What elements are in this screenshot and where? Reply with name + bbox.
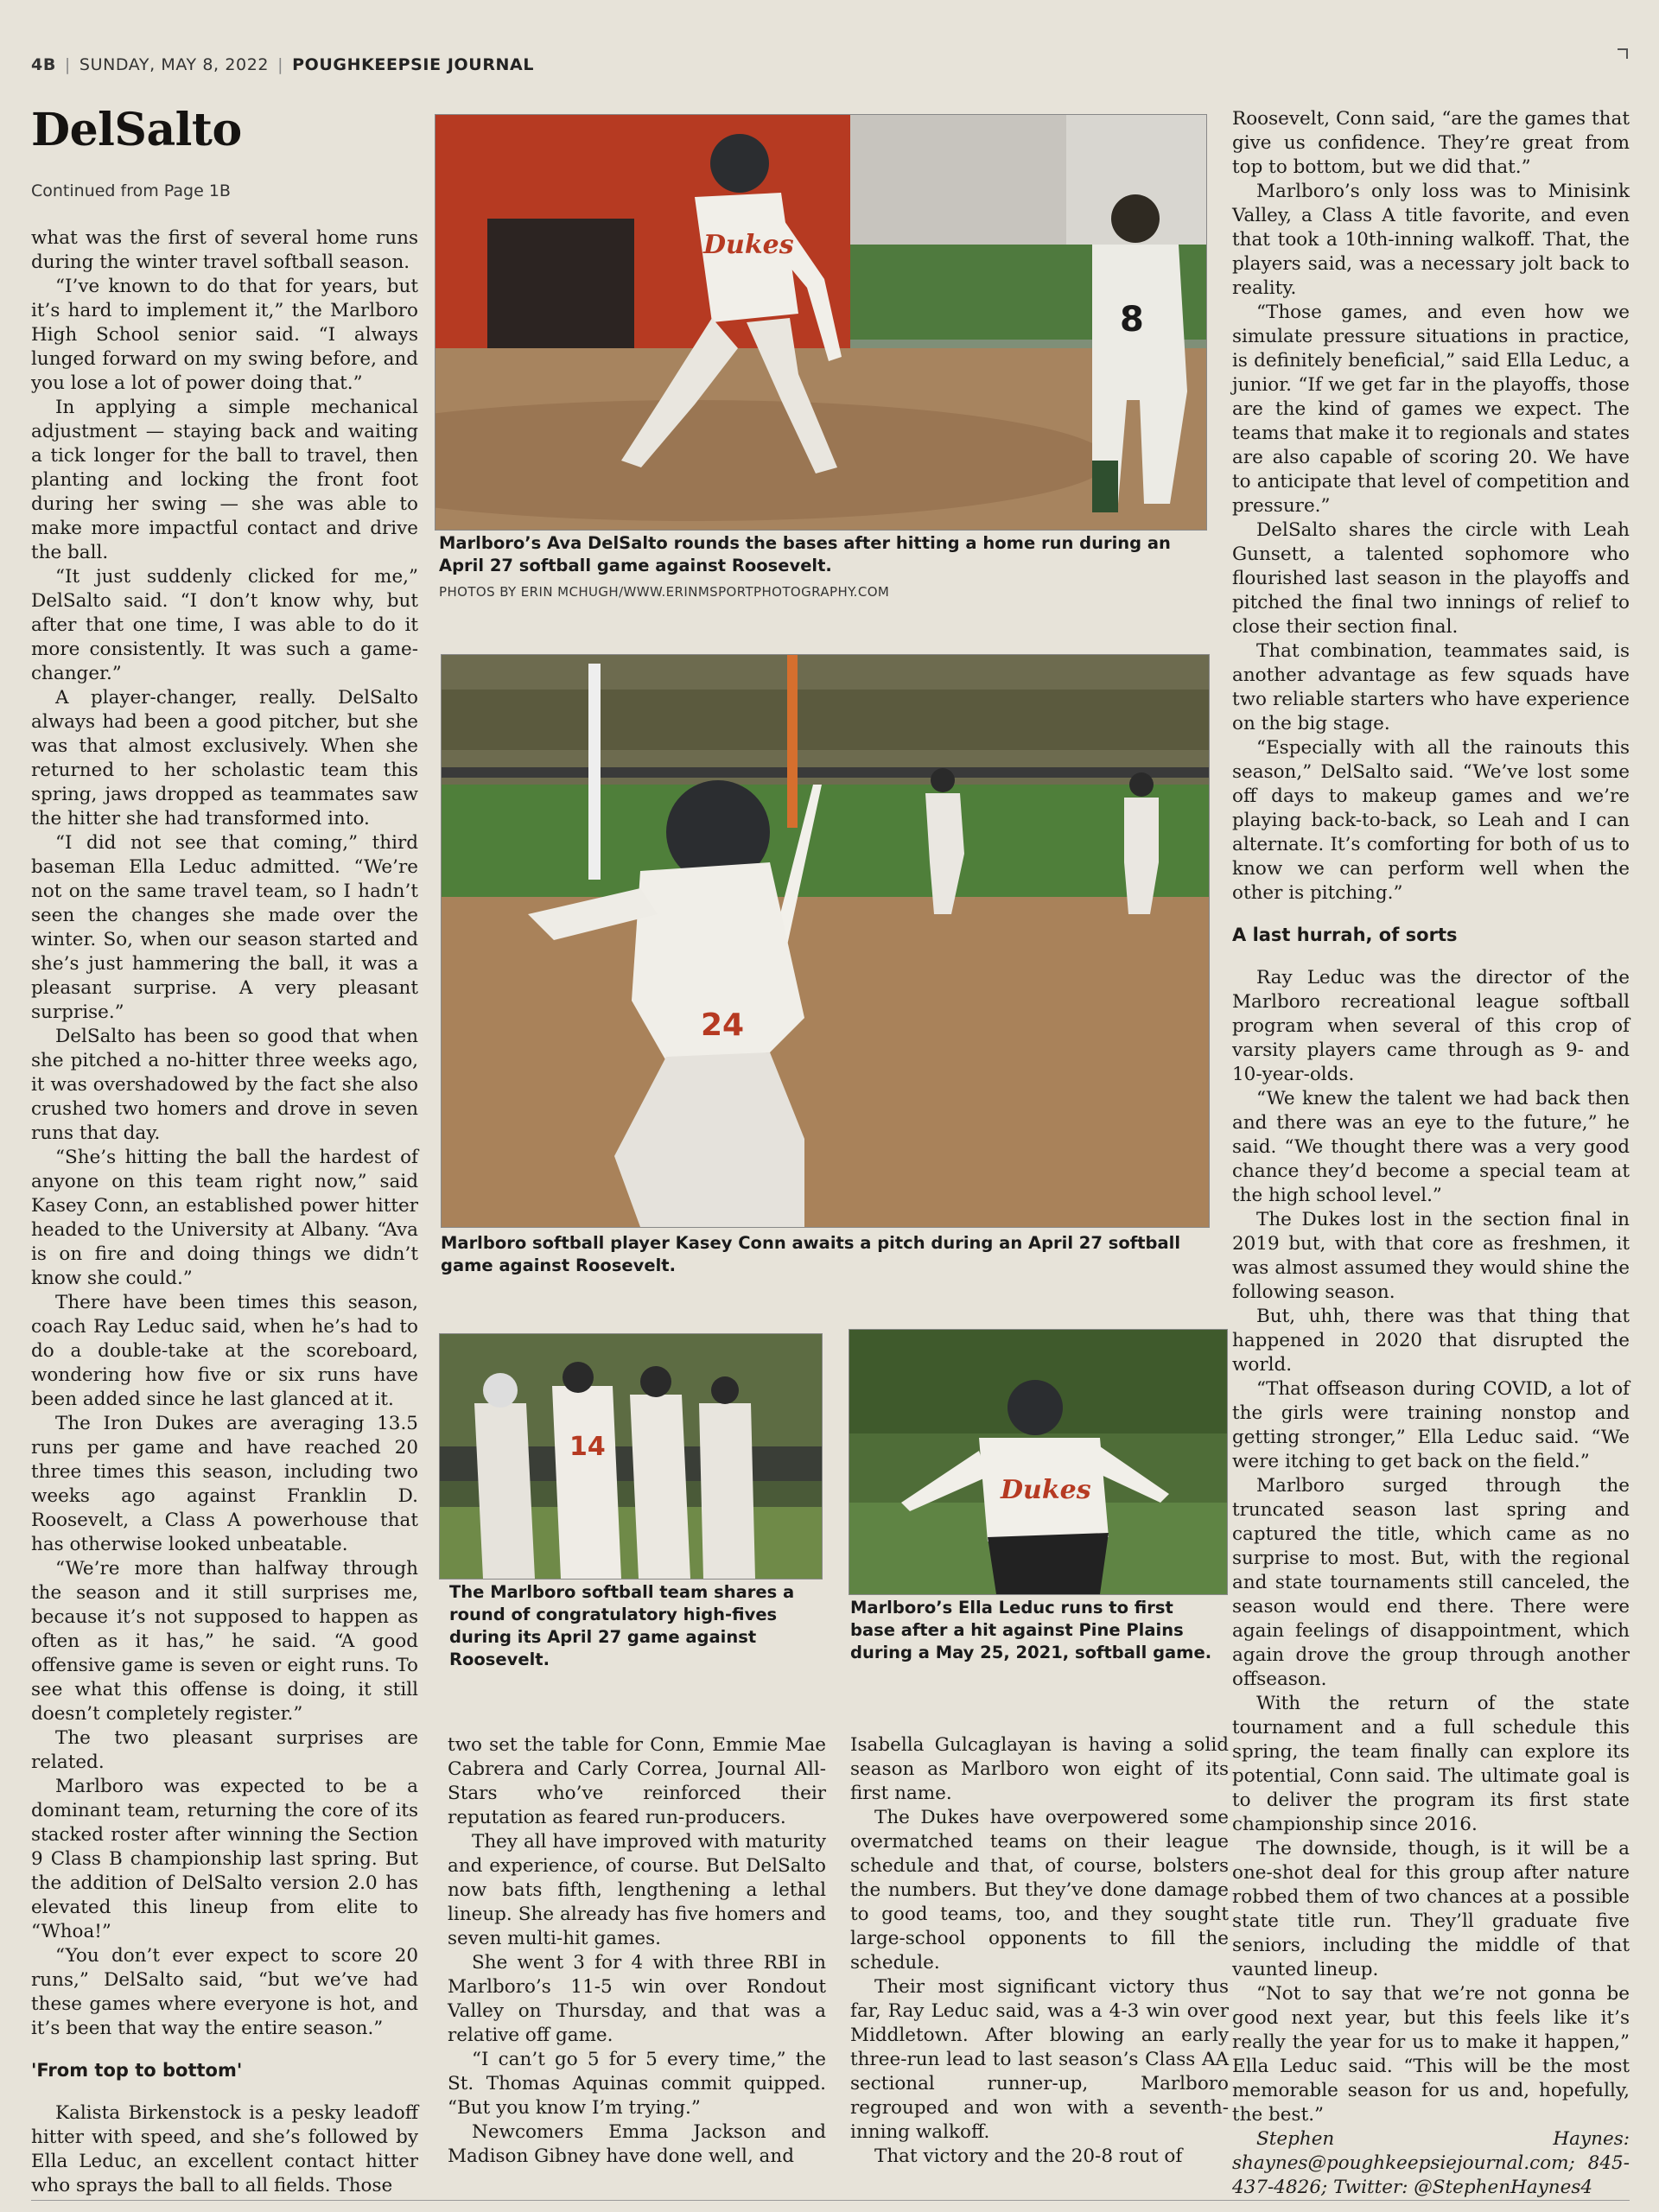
- paragraph: Newcomers Emma Jackson and Madison Gibney have done well, and: [448, 2121, 826, 2167]
- page-header: 4B | SUNDAY, MAY 8, 2022 | POUGHKEEPSIE JOURNAL: [31, 55, 535, 74]
- paragraph: With the return of the state tournament and a full schedule this spring, the team finally can explore its potential, Conn said. The ultimate goal is to deliver the program its first state championship since 2016.: [1232, 1693, 1630, 1835]
- paragraph: DelSalto has been so good that when she pitched a no-hitter three weeks ago, it was overshadowed by the fact she also crushed two homers and drove in seven runs that day.: [31, 1026, 418, 1144]
- photo-conn-batting: [441, 654, 1210, 1228]
- column-1: [31, 226, 418, 2198]
- paragraph: There have been times this season, coach Ray Leduc said, when he’s had to do a double-take at the scoreboard, wondering how five or six runs have been added since he last glanced at it.: [31, 1292, 418, 1410]
- paragraph: “It just suddenly clicked for me,” DelSalto said. “I don’t know why, but after that one time, I was able to do it more consistently. It was such a game-changer.”: [31, 566, 418, 684]
- corner-mark: [1618, 48, 1628, 59]
- paragraph: But, uhh, there was that thing that happened in 2020 that disrupted the world.: [1232, 1306, 1630, 1376]
- paragraph: “We knew the talent we had back then and there was an eye to the future,” he said. “We thought there was a very good chance they’d become a special team at the high school level.”: [1232, 1088, 1630, 1206]
- paragraph: “I can’t go 5 for 5 every time,” the St. Thomas Aquinas commit quipped. “But you know I’m trying.”: [448, 2049, 826, 2119]
- paragraph: “Especially with all the rainouts this season,” DelSalto said. “We’ve lost some off days to makeup games and we’re playing back-to-back, so Leah and I can alternate. It’s comforting for both of us to know we can perform well when the other is pitching.”: [1232, 737, 1630, 904]
- paragraph: A player-changer, really. DelSalto always had been a good pitcher, but she was that almost exclusively. When she returned to her scholastic team this spring, jaws dropped as teammates saw the hitter she had transformed into.: [31, 687, 418, 830]
- paragraph: That combination, teammates said, is another advantage as few squads have two reliable starters who have experience on the big stage.: [1232, 640, 1630, 734]
- svg-text:Dukes: Dukes: [1001, 1475, 1091, 1505]
- svg-text:14: 14: [569, 1432, 606, 1462]
- column-4: [1232, 107, 1630, 2200]
- photo-delsalto-rounding-bases: [435, 114, 1207, 531]
- paragraph: Isabella Gulcaglayan is having a solid season as Marlboro won eight of its first name.: [850, 1734, 1229, 1804]
- paragraph: She went 3 for 4 with three RBI in Marlboro’s 11-5 win over Rondout Valley on Thursday, and that was a relative off game.: [448, 1952, 826, 2046]
- subhead-from-top-to-bottom: 'From top to bottom': [31, 2060, 243, 2081]
- paragraph: The Iron Dukes are averaging 13.5 runs per game and have reached 20 three times this season, including two weeks ago against Franklin D. Roosevelt, a Class A powerhouse that has otherwise looked unbeatable.: [31, 1413, 418, 1555]
- column-3: [850, 1733, 1229, 2169]
- paragraph: “You don’t ever expect to score 20 runs,” DelSalto said, “but we’ve had these games where everyone is hot, and it’s been that way the entire season.”: [31, 1945, 418, 2039]
- column-2: [448, 1733, 826, 2169]
- caption-photo-1: Marlboro’s Ava DelSalto rounds the bases after hitting a home run during an April 27 softball game against Roosevelt.: [439, 533, 1171, 575]
- photo-leduc-running: [849, 1329, 1228, 1595]
- author-byline: Stephen Haynes: shaynes@poughkeepsiejournal.com; 845-437-4826; Twitter: @StephenHaynes4: [1232, 2128, 1630, 2198]
- paragraph: Roosevelt, Conn said, “are the games that give us confidence. They’re great from top to bottom, but we did that.”: [1232, 108, 1630, 178]
- photo-credit: PHOTOS BY ERIN MCHUGH/WWW.ERINMSPORTPHOTOGRAPHY.COM: [439, 584, 890, 600]
- subhead-last-hurrah: A last hurrah, of sorts: [1232, 925, 1458, 945]
- page-number: 4B: [31, 55, 56, 74]
- paragraph: two set the table for Conn, Emmie Mae Cabrera and Carly Correa, Journal All-Stars who’ve reinforced their reputation as feared run-producers.: [448, 1734, 826, 1828]
- paragraph: Marlboro was expected to be a dominant team, returning the core of its stacked roster after winning the Section 9 Class B championship last spring. But the addition of DelSalto version 2.0 has elevated this lineup from elite to “Whoa!”: [31, 1776, 418, 1942]
- bottom-rule: [31, 2200, 1630, 2201]
- publication-name: POUGHKEEPSIE JOURNAL: [292, 55, 535, 74]
- caption-photo-3: The Marlboro softball team shares a round of congratulatory high-fives during its April 27 game against Roosevelt.: [449, 1582, 795, 1669]
- paragraph: Marlboro surged through the truncated season last spring and captured the title, which came as no surprise to most. But, with the regional and state tournaments still canceled, the season would end there. There were again feelings of disappointment, which again drove the group through another offseason.: [1232, 1475, 1630, 1690]
- story-title: DelSalto: [31, 104, 242, 156]
- paragraph: “I’ve known to do that for years, but it’s hard to implement it,” the Marlboro High School senior said. “I always lunged forward on my swing before, and you lose a lot of power doing that.”: [31, 276, 418, 394]
- paragraph: The downside, though, is it will be a one-shot deal for this group after nature robbed them of two chances at a possible state title run. They’ll graduate five seniors, including the middle of that vaunted lineup.: [1232, 1838, 1630, 1980]
- svg-text:24: 24: [701, 1007, 745, 1043]
- paragraph: That victory and the 20-8 rout of: [874, 2145, 1183, 2167]
- paragraph: what was the first of several home runs during the winter travel softball season.: [31, 227, 418, 273]
- paragraph: Kalista Birkenstock is a pesky leadoff hitter with speed, and she’s followed by Ella Leduc, an excellent contact hitter who sprays the ball to all fields. Those: [31, 2102, 418, 2196]
- paragraph: “That offseason during COVID, a lot of the girls were training nonstop and getting stronger,” Ella Leduc said. “We were itching to get back on the field.”: [1232, 1378, 1630, 1472]
- continued-from: Continued from Page 1B: [31, 181, 231, 200]
- issue-date: SUNDAY, MAY 8, 2022: [79, 55, 270, 74]
- paragraph: “Those games, and even how we simulate pressure situations in practice, is definitely beneficial,” said Ella Leduc, a junior. “If we get far in the playoffs, those are the kind of games we expect. The teams that make it to regionals and states are also capable of scoring 20. We have to anticipate that level of competition and pressure.”: [1232, 302, 1630, 517]
- paragraph: DelSalto shares the circle with Leah Gunsett, a talented sophomore who flourished last season in the playoffs and pitched the final two innings of relief to close their section final.: [1232, 519, 1630, 638]
- paragraph: Ray Leduc was the director of the Marlboro recreational league softball program when several of this crop of varsity players came through as 9- and 10-year-olds.: [1232, 967, 1630, 1085]
- caption-photo-4: Marlboro’s Ella Leduc runs to first base after a hit against Pine Plains during a May 25, 2021, softball game.: [850, 1598, 1212, 1662]
- paragraph: Marlboro’s only loss was to Minisink Valley, a Class A title favorite, and even that took a 10th-inning walkoff. That, the players said, was a necessary jolt back to reality.: [1232, 181, 1630, 299]
- paragraph: The Dukes lost in the section final in 2019 but, with that core as freshmen, it was almost assumed they would shine the following season.: [1232, 1209, 1630, 1303]
- paragraph: “She’s hitting the ball the hardest of anyone on this team right now,” said Kasey Conn, an established power hitter headed to the University at Albany. “Ava is on fire and doing things we didn’t know she could.”: [31, 1147, 418, 1289]
- paragraph: “We’re more than halfway through the season and it still surprises me, because it’s not supposed to happen as often as it has,” he said. “A good offensive game is seven or eight runs. To see what this offense is doing, it still doesn’t completely register.”: [31, 1558, 418, 1725]
- svg-text:8: 8: [1120, 300, 1144, 340]
- paragraph: Their most significant victory thus far, Ray Leduc said, was a 4-3 win over Middletown. After blowing an early three-run lead to last season’s Class AA sectional runner-up, Marlboro regrouped and won with a seventh-inning walkoff.: [850, 1976, 1229, 2143]
- svg-text:Dukes: Dukes: [703, 230, 794, 260]
- paragraph: The two pleasant surprises are related.: [31, 1727, 418, 1773]
- caption-photo-2: Marlboro softball player Kasey Conn awaits a pitch during an April 27 softball game against Roosevelt.: [441, 1233, 1181, 1275]
- paragraph: “Not to say that we’re not gonna be good next year, but this feels like it’s really the year for us to make it happen,” Ella Leduc said. “This will be the most memorable season for us and, hopefully, the best.”: [1232, 1983, 1630, 2126]
- paragraph: The Dukes have overpowered some overmatched teams on their league schedule and that, of course, bolsters the numbers. But they’ve done damage to good teams, too, and they sought large-school opponents to fill the schedule.: [850, 1807, 1229, 1974]
- paragraph: They all have improved with maturity and experience, of course. But DelSalto now bats fifth, lengthening a lethal lineup. She already has five homers and seven multi-hit games.: [448, 1831, 826, 1949]
- paragraph: In applying a simple mechanical adjustment — staying back and waiting a tick longer for the ball to travel, then planting and locking the front foot during her swing — she was able to make more impactful contact and drive the ball.: [31, 397, 418, 563]
- paragraph: “I did not see that coming,” third baseman Ella Leduc admitted. “We’re not on the same travel team, so I hadn’t seen the changes she made over the winter. So, when our season started and she’s just hammering the ball, it was a pleasant surprise. A very pleasant surprise.”: [31, 832, 418, 1023]
- photo-team-high-fives: [439, 1333, 823, 1580]
